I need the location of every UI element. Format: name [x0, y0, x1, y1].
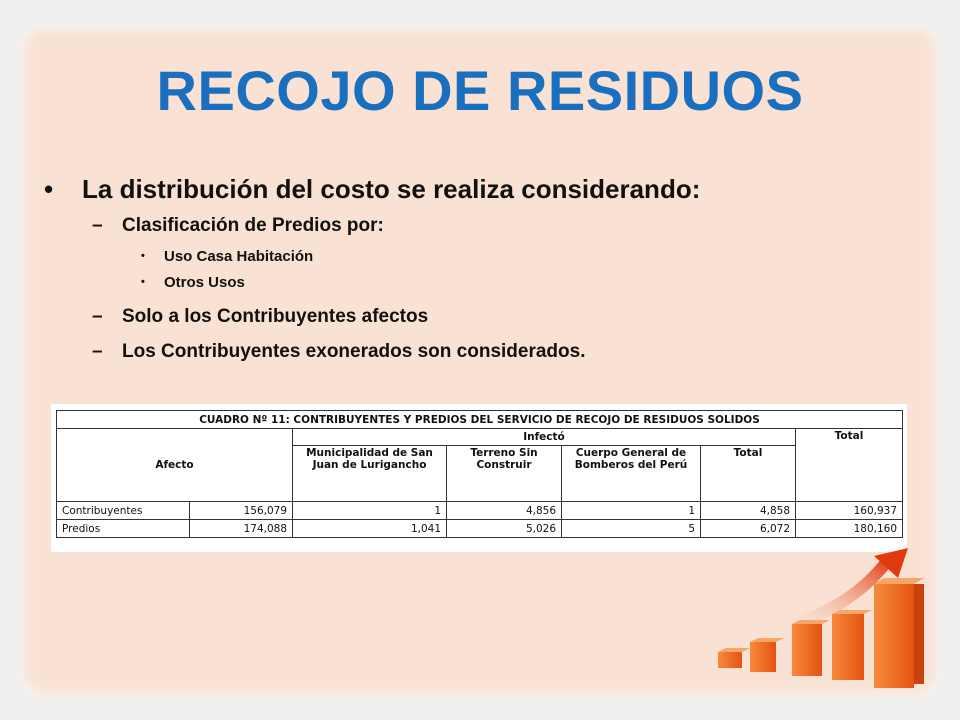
bullet-icon: • [141, 250, 145, 262]
cell-municipalidad: 1 [293, 502, 447, 520]
dash-icon: – [92, 215, 103, 236]
sub-sub-item-otros-usos [141, 274, 245, 291]
subheader-terreno: Terreno Sin Construir [447, 446, 562, 502]
dash-icon: – [92, 341, 103, 362]
cell-total: 160,937 [796, 502, 903, 520]
sub-sub-item-text: Uso Casa Habitación [164, 248, 314, 265]
row-label: Predios [57, 520, 190, 538]
subheader-total-infecto: Total [701, 446, 796, 502]
sub-sub-item-uso-casa [141, 248, 313, 265]
sub-item-contribuyentes-afectos [92, 306, 428, 328]
table-row [57, 520, 903, 538]
slide-title: RECOJO DE RESIDUOS [156, 59, 804, 122]
cell-total-infecto: 6,072 [701, 520, 796, 538]
cell-afecto: 174,088 [190, 520, 293, 538]
cell-total: 180,160 [796, 520, 903, 538]
table-caption: CUADRO Nº 11: CONTRIBUYENTES Y PREDIOS DEL SERVICIO DE RECOJO DE RESIDUOS SOLIDOS [57, 411, 903, 429]
bullet-icon: • [141, 276, 145, 288]
bullet-icon: • [44, 174, 54, 204]
table-image [51, 404, 907, 552]
sub-item-text: Solo a los Contribuyentes afectos [122, 306, 429, 327]
cell-terreno: 4,856 [447, 502, 562, 520]
header-afecto: Afecto [57, 429, 293, 502]
subheader-municipalidad: Municipalidad de San Juan de Lurigancho [293, 446, 447, 502]
cell-afecto: 156,079 [190, 502, 293, 520]
table-row [57, 502, 903, 520]
subheader-bomberos: Cuerpo General de Bomberos del Perú [562, 446, 701, 502]
row-label: Contribuyentes [57, 502, 190, 520]
cell-bomberos: 1 [562, 502, 701, 520]
header-total: Total [796, 429, 903, 502]
cuadro-11-table [56, 410, 903, 538]
sub-sub-item-text: Otros Usos [164, 274, 245, 291]
dash-icon: – [92, 306, 103, 327]
sub-item-clasificacion [92, 215, 384, 237]
rising-bar-chart-icon [712, 548, 940, 698]
cell-municipalidad: 1,041 [293, 520, 447, 538]
sub-item-text: Clasificación de Predios por: [122, 215, 384, 236]
cell-bomberos: 5 [562, 520, 701, 538]
cell-total-infecto: 4,858 [701, 502, 796, 520]
main-bullet-text: La distribución del costo se realiza considerando: [82, 174, 701, 204]
sub-item-text: Los Contribuyentes exonerados son considerados. [122, 341, 586, 362]
header-infecto: Infectó [293, 429, 796, 446]
sub-item-exonerados [92, 341, 586, 363]
cell-terreno: 5,026 [447, 520, 562, 538]
